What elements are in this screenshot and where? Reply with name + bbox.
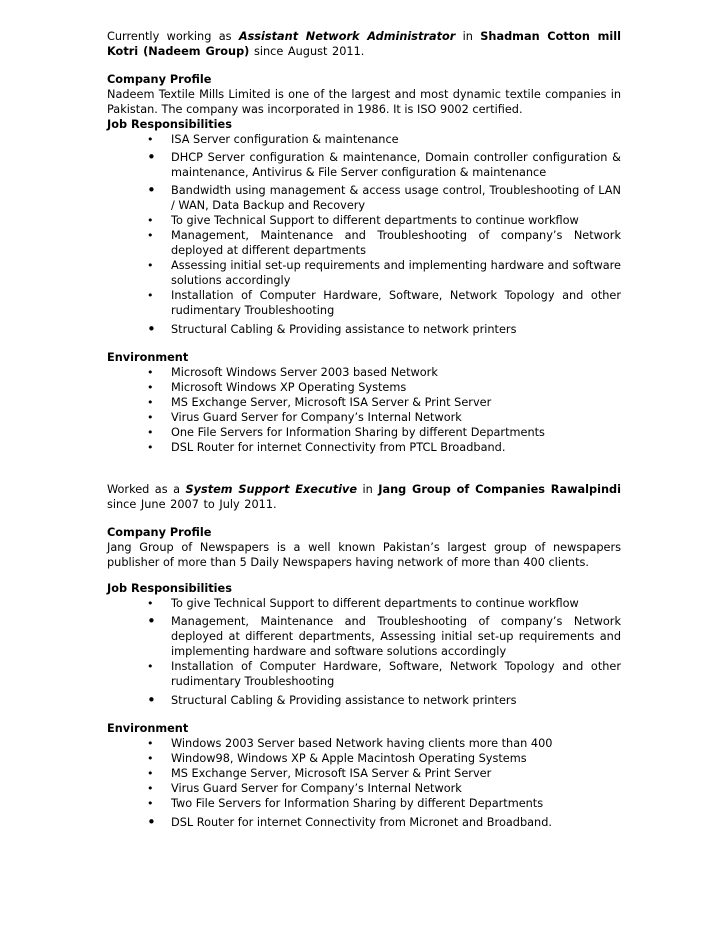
job1-employer: Shadman Cotton mill Kotri (Nadeem Group): [107, 30, 621, 58]
bullet-icon: •: [147, 691, 156, 709]
list-item: • ISA Server configuration & maintenance: [147, 133, 399, 146]
bullet-icon: •: [147, 660, 154, 673]
bullet-icon: •: [147, 181, 156, 199]
list-item: • Microsoft Windows XP Operating Systems: [147, 381, 407, 394]
bullet-icon: •: [147, 737, 154, 750]
list-item: • Installation of Computer Hardware, Software, Network Topology and other rudimentary Troubleshooting: [147, 660, 621, 688]
bullet-icon: •: [147, 426, 154, 439]
list-item: • Bandwidth using management & access usage control, Troubleshooting of LAN / WAN, Data Backup and Recovery: [147, 181, 621, 212]
list-item: • Management, Maintenance and Troubleshooting of company’s Network deployed at different departments: [147, 229, 621, 257]
bullet-icon: •: [147, 366, 154, 379]
job1-intro: Currently working as Assistant Network Administrator in Shadman Cotton mill Kotri (Nadeem Group) since August 2011.: [107, 30, 621, 58]
list-item: • DSL Router for internet Connectivity from PTCL Broadband.: [147, 441, 506, 454]
list-item: • MS Exchange Server, Microsoft ISA Server & Print Server: [147, 396, 492, 409]
list-item: • To give Technical Support to different departments to continue workflow: [147, 597, 579, 610]
bullet-icon: •: [147, 133, 154, 146]
list-item: • To give Technical Support to different departments to continue workflow: [147, 214, 579, 227]
list-item: • Microsoft Windows Server 2003 based Network: [147, 366, 438, 379]
bullet-icon: •: [147, 813, 156, 831]
list-item: • Structural Cabling & Providing assistance to network printers: [147, 691, 517, 709]
bullet-icon: •: [147, 597, 154, 610]
job1-env-heading: Environment: [107, 351, 189, 364]
job2-employer: Jang Group of Companies Rawalpindi: [378, 483, 621, 496]
job2-environment: [107, 736, 621, 830]
job1-environment: [107, 365, 621, 455]
bullet-icon: •: [147, 767, 154, 780]
bullet-icon: •: [147, 752, 154, 765]
bullet-icon: •: [147, 381, 154, 394]
list-item: • Virus Guard Server for Company’s Internal Network: [147, 782, 462, 795]
bullet-icon: •: [147, 289, 154, 302]
list-item: • Structural Cabling & Providing assistance to network printers: [147, 320, 517, 338]
job2-env-heading: Environment: [107, 722, 189, 735]
job2-responsibilities: [107, 596, 621, 708]
bullet-icon: •: [147, 229, 154, 242]
job2-resp-heading: Job Responsibilities: [107, 582, 232, 595]
job1-profile-text: Nadeem Textile Mills Limited is one of the largest and most dynamic textile companies in Pakistan. The company was incorporated in 1986. It is ISO 9002 certified.: [107, 88, 621, 116]
bullet-icon: •: [147, 214, 154, 227]
job1-title: Assistant Network Administrator: [238, 30, 456, 43]
bullet-icon: •: [147, 148, 156, 166]
bullet-icon: •: [147, 259, 154, 272]
bullet-icon: •: [147, 612, 156, 630]
list-item: • Installation of Computer Hardware, Software, Network Topology and other rudimentary Troubleshooting: [147, 289, 621, 317]
bullet-icon: •: [147, 797, 154, 810]
bullet-icon: •: [147, 441, 154, 454]
bullet-icon: •: [147, 396, 154, 409]
list-item: • Two File Servers for Information Sharing by different Departments: [147, 797, 544, 810]
job1-resp-heading: Job Responsibilities: [107, 118, 232, 131]
list-item: • Windows 2003 Server based Network having clients more than 400: [147, 737, 553, 750]
job2-profile-text: Jang Group of Newspapers is a well known Pakistan’s largest group of newspapers publisher of more than 5 Daily Newspapers having network of more than 400 clients.: [107, 541, 621, 569]
list-item: • Virus Guard Server for Company’s Internal Network: [147, 411, 462, 424]
list-item: • MS Exchange Server, Microsoft ISA Server & Print Server: [147, 767, 492, 780]
list-item: • One File Servers for Information Sharing by different Departments: [147, 426, 545, 439]
job2-profile-heading: Company Profile: [107, 526, 212, 539]
job1-responsibilities: [107, 132, 621, 337]
list-item: • Window98, Windows XP & Apple Macintosh Operating Systems: [147, 752, 527, 765]
list-item: • Management, Maintenance and Troubleshooting of company’s Network deployed at different departments, Assessing initial set-up requirements and implementing hardware and software solutions accordingly: [147, 612, 621, 658]
job2-intro: Worked as a System Support Executive in Jang Group of Companies Rawalpindi since June 2007 to July 2011.: [107, 483, 621, 511]
list-item: • Assessing initial set-up requirements and implementing hardware and software solutions accordingly: [147, 259, 621, 287]
list-item: • DHCP Server configuration & maintenance, Domain controller configuration & maintenance, Antivirus & File Server configuration & maintenance: [147, 148, 621, 179]
bullet-icon: •: [147, 411, 154, 424]
resume-page: [107, 29, 621, 830]
job1-profile-heading: Company Profile: [107, 73, 212, 86]
job2-title: System Support Executive: [185, 483, 358, 496]
list-item: • DSL Router for internet Connectivity from Micronet and Broadband.: [147, 813, 552, 831]
bullet-icon: •: [147, 320, 156, 338]
bullet-icon: •: [147, 782, 154, 795]
